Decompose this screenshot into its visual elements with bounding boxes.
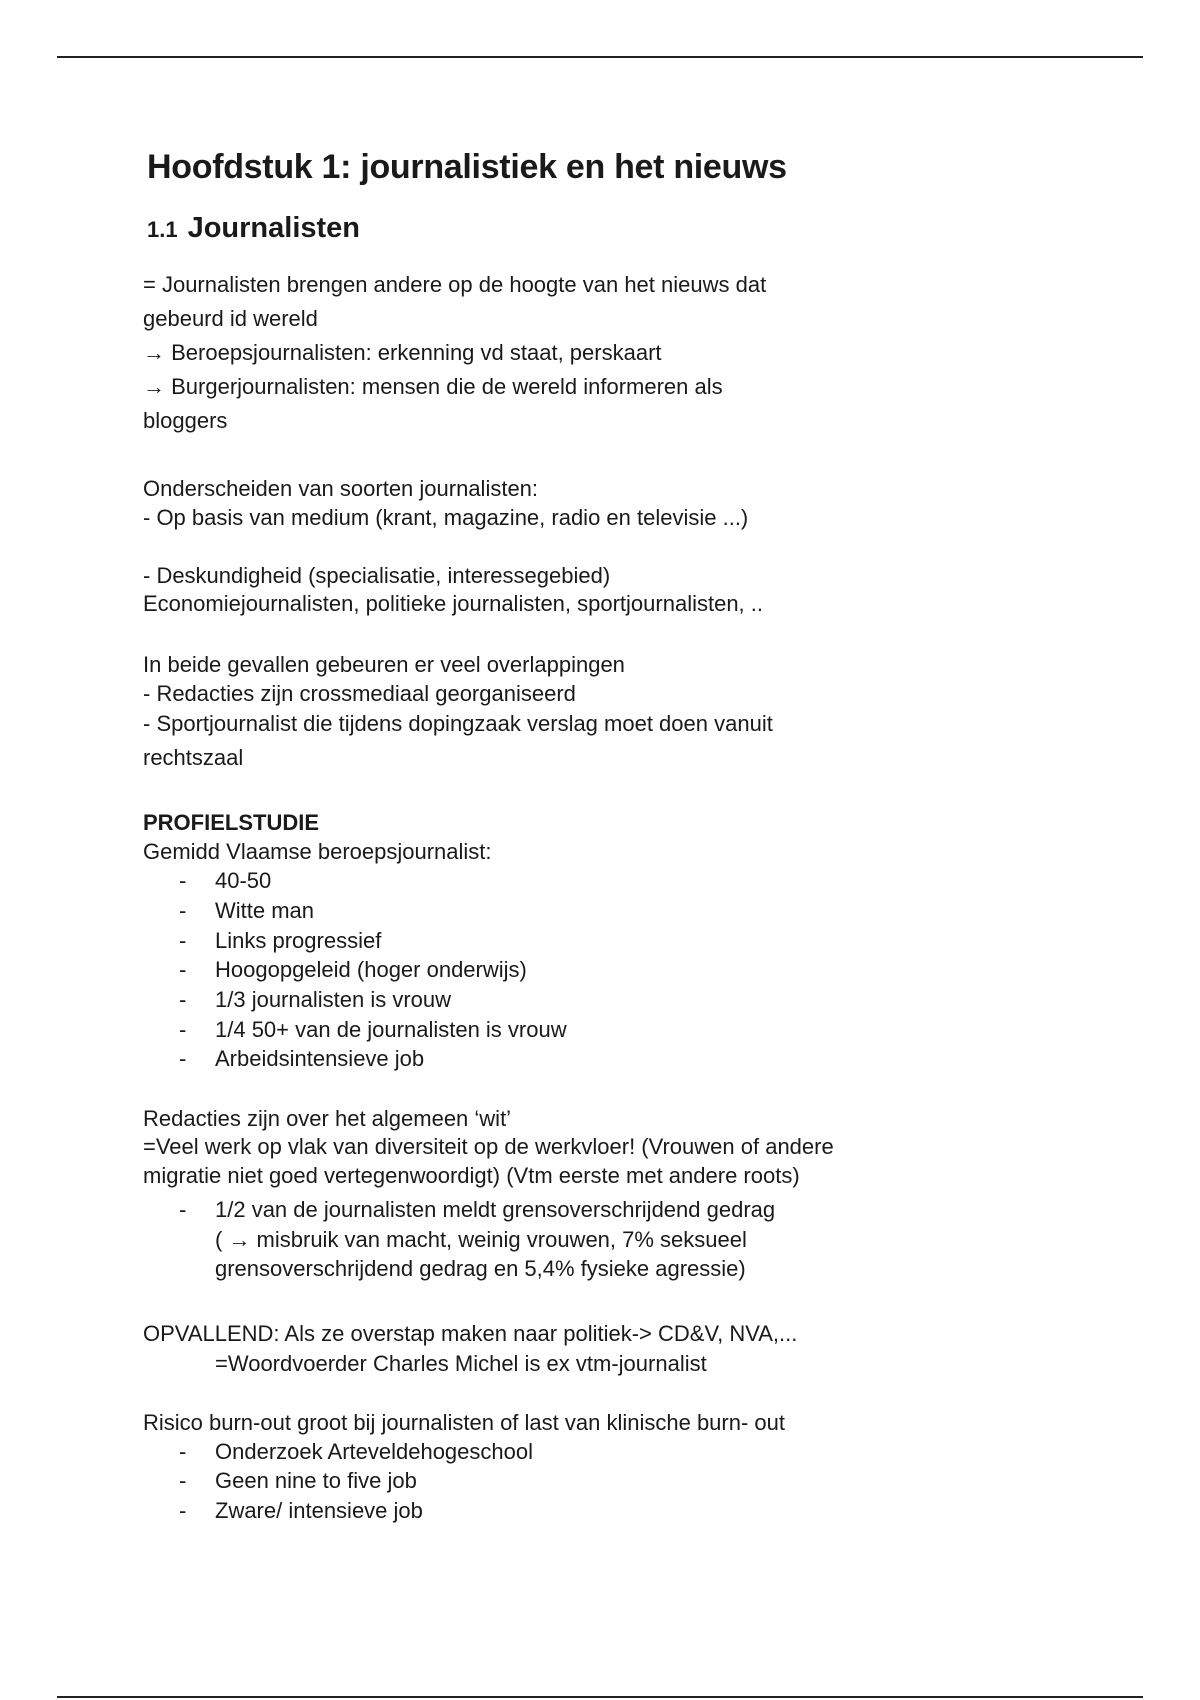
profiel-item-text: Hoogopgeleid (hoger onderwijs) (215, 957, 527, 982)
profiel-subtitle: Gemidd Vlaamse beroepsjournalist: (143, 839, 492, 864)
overlap-title: In beide gevallen gebeuren er veel overlappingen (143, 652, 625, 677)
opvallend-sub: =Woordvoerder Charles Michel is ex vtm-journalist (215, 1351, 707, 1376)
burnout-item (143, 1437, 843, 1466)
profiel-item-text: 1/4 50+ van de journalisten is vrouw (215, 1017, 567, 1042)
bullet-dash: - (179, 1197, 187, 1222)
overlap-item: - Redacties zijn crossmediaal georganiseerd (143, 681, 576, 706)
soorten-deskundigheid: - Deskundigheid (specialisatie, interessegebied) (143, 563, 611, 588)
soorten-title: Onderscheiden van soorten journalisten: (143, 476, 539, 501)
burnout-item-text: Zware/ intensieve job (215, 1498, 423, 1523)
profiel-item-text: Arbeidsintensieve job (215, 1046, 425, 1071)
bullet-dash: - (179, 1498, 187, 1523)
bullet-dash: - (179, 1439, 187, 1464)
bottom-rule (57, 1696, 1143, 1698)
bullet-dash: - (179, 987, 187, 1012)
redacties-line: migratie niet goed vertegenwoordigt) (Vtm eerste met andere roots) (143, 1163, 800, 1188)
profiel-item (143, 1044, 843, 1073)
profiel-item (143, 955, 843, 984)
burnout-item (143, 1466, 843, 1495)
profiel-item (143, 896, 843, 925)
redacties-line: =Veel werk op vlak van diversiteit op de werkvloer! (Vrouwen of andere (143, 1134, 834, 1159)
bullet-dash: - (179, 957, 187, 982)
burnout-item-text: Onderzoek Arteveldehogeschool (215, 1439, 533, 1464)
profiel-item (143, 985, 843, 1014)
burnout-item-text: Geen nine to five job (215, 1468, 417, 1493)
intro-line: bloggers (143, 408, 228, 433)
bullet-dash: - (179, 868, 187, 893)
soorten-medium: - Op basis van medium (krant, magazine, radio en televisie ...) (143, 505, 749, 530)
bullet-dash: - (179, 1468, 187, 1493)
profiel-item-text: 1/3 journalisten is vrouw (215, 987, 452, 1012)
redacties-line: Redacties zijn over het algemeen ‘wit’ (143, 1106, 512, 1131)
redacties-bullet-text: 1/2 van de journalisten meldt grensoverschrijdend gedrag (215, 1197, 776, 1222)
bullet-dash: - (179, 928, 187, 953)
intro-line: gebeurd id wereld (143, 306, 318, 331)
overlap-item: - Sportjournalist die tijdens dopingzaak verslag moet doen vanuit (143, 711, 773, 736)
chapter-heading: Hoofdstuk 1: journalistiek en het nieuws (147, 148, 787, 186)
bullet-dash: - (179, 1017, 187, 1042)
redacties-bullet (143, 1195, 943, 1224)
profiel-item-text: 40-50 (215, 868, 272, 893)
soorten-examples: Economiejournalisten, politieke journalisten, sportjournalisten, .. (143, 591, 764, 616)
profiel-item (143, 1015, 843, 1044)
opvallend-line: OPVALLEND: Als ze overstap maken naar politiek-> CD&V, NVA,... (143, 1321, 798, 1346)
profiel-item (143, 866, 843, 895)
bullet-dash: - (179, 1046, 187, 1071)
profiel-title: PROFIELSTUDIE (143, 810, 320, 835)
redacties-bullet-continuation: grensoverschrijdend gedrag en 5,4% fysieke agressie) (215, 1256, 746, 1281)
bullet-dash: - (179, 898, 187, 923)
burnout-item (143, 1496, 843, 1525)
intro-line: → Beroepsjournalisten: erkenning vd staat, perskaart (143, 340, 662, 365)
overlap-item: rechtszaal (143, 745, 244, 770)
profiel-item-text: Witte man (215, 898, 315, 923)
intro-line: → Burgerjournalisten: mensen die de wereld informeren als (143, 374, 723, 399)
burnout-title: Risico burn-out groot bij journalisten of last van klinische burn- out (143, 1410, 785, 1435)
section-heading (147, 212, 360, 245)
top-rule (57, 56, 1143, 58)
profiel-item-text: Links progressief (215, 928, 382, 953)
redacties-bullet-continuation: ( → misbruik van macht, weinig vrouwen, 7% seksueel (215, 1227, 747, 1252)
intro-line: = Journalisten brengen andere op de hoogte van het nieuws dat (143, 272, 767, 297)
section-title: Journalisten (187, 212, 361, 244)
section-number: 1.1 (147, 217, 178, 242)
profiel-item (143, 926, 843, 955)
